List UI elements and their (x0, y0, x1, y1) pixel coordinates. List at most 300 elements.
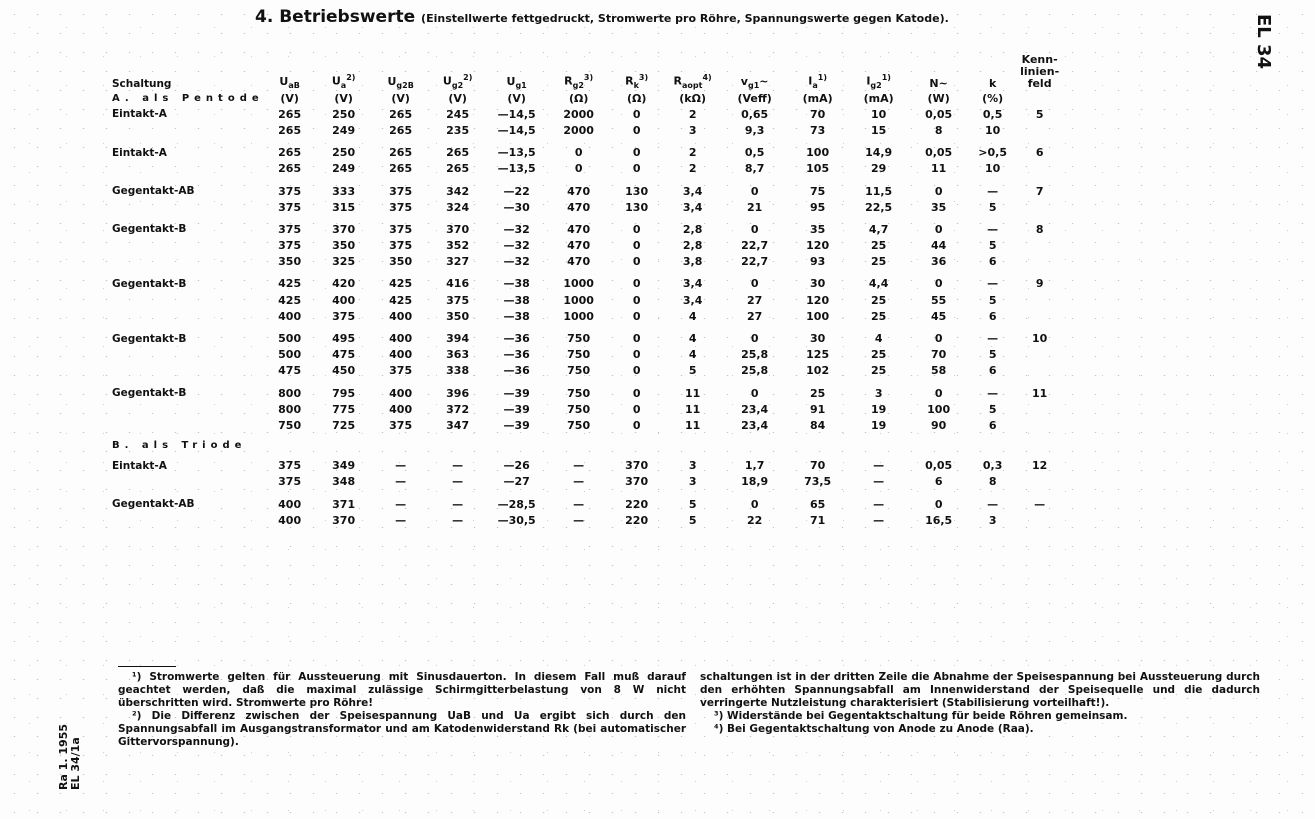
circuit-name (112, 292, 264, 308)
table-cell: 25,8 (741, 364, 769, 378)
table-row (112, 347, 1062, 363)
table-cell: 0 (632, 402, 641, 416)
table-cell: 4,4 (868, 277, 889, 291)
table-cell: 3 (688, 475, 697, 489)
table-row (112, 308, 1062, 324)
table-cell: 0 (632, 332, 641, 346)
table-cell: 5 (988, 200, 997, 214)
table-cell: 425 (278, 277, 302, 291)
circuit-name (112, 199, 264, 215)
table-cell: —32 (503, 222, 530, 236)
kennlinienfeld-cell (1018, 417, 1062, 433)
table-cell: 100 (806, 309, 830, 323)
table-cell: 375 (389, 239, 413, 253)
circuit-name (112, 254, 264, 270)
col-header-vg1: $v_{g1}\sim$ (740, 74, 769, 90)
table-cell: 0 (632, 239, 641, 253)
table-cell: 0 (934, 222, 943, 236)
table-cell: 22 (746, 513, 763, 527)
footnote-4: ⁴) Bei Gegentaktschaltung von Anode zu Anode (Raa). (714, 723, 1034, 735)
pentode-rows (112, 106, 1062, 433)
table-cell: 495 (332, 332, 356, 346)
circuit-name (112, 238, 264, 254)
table-cell: —32 (503, 255, 530, 269)
table-cell: 416 (446, 277, 470, 291)
table-cell: 120 (806, 239, 830, 253)
table-cell: 375 (278, 459, 302, 473)
table-cell: 349 (332, 459, 356, 473)
circuit-name: Gegentakt-B (112, 387, 187, 400)
table-cell: 315 (332, 200, 356, 214)
table-cell: 750 (567, 348, 591, 362)
table-cell: 0 (632, 386, 641, 400)
table-cell: 3,4 (682, 277, 703, 291)
table-cell: 450 (332, 364, 356, 378)
table-cell: 10 (984, 123, 1001, 137)
table-cell: 2,8 (682, 239, 703, 253)
table-cell: 4 (688, 332, 697, 346)
table-cell: 1000 (563, 277, 594, 291)
table-cell: 347 (446, 418, 470, 432)
document-reference (58, 724, 82, 790)
table-cell: 800 (278, 386, 302, 400)
table-cell: 36 (930, 255, 947, 269)
table-cell: 21 (746, 200, 763, 214)
table-cell: 425 (389, 277, 413, 291)
table-cell: 3 (688, 123, 697, 137)
unit: (mA) (802, 91, 833, 105)
table-cell: 25 (870, 348, 887, 362)
table-cell: — (573, 497, 585, 511)
table-cell: 795 (332, 386, 356, 400)
table-cell: 100 (927, 402, 951, 416)
header-row-labels (112, 54, 1062, 90)
table-row (112, 106, 1062, 122)
table-cell: 327 (446, 255, 470, 269)
col-header-n: N~ (929, 77, 948, 90)
table-cell: 0 (632, 255, 641, 269)
table-cell: 84 (809, 418, 826, 432)
table-cell: 375 (389, 200, 413, 214)
table-cell: 0 (750, 497, 759, 511)
table-cell: 750 (567, 402, 591, 416)
table-cell: 22,7 (741, 255, 769, 269)
table-cell: 45 (930, 309, 947, 323)
table-cell: 350 (278, 255, 302, 269)
kennlinienfeld-cell (1018, 292, 1062, 308)
kennlinienfeld-cell (1018, 254, 1062, 270)
table-cell: 375 (278, 475, 302, 489)
table-cell: 750 (567, 332, 591, 346)
table-cell: 265 (389, 107, 413, 121)
table-cell: 370 (625, 475, 649, 489)
table-cell: 400 (389, 348, 413, 362)
unit: (V) (280, 91, 299, 105)
table-cell: 8 (988, 475, 997, 489)
table-cell: 73,5 (804, 475, 832, 489)
table-cell: 342 (446, 184, 470, 198)
circuit-name: Gegentakt-AB (112, 498, 195, 511)
table-cell: 0 (632, 348, 641, 362)
table-cell: 470 (567, 255, 591, 269)
table-row (112, 379, 1062, 401)
col-header-raopt: $R_{aopt}^{4)}$ (673, 73, 712, 90)
table-cell: 73 (809, 123, 826, 137)
footnote-1: ¹) Stromwerte gelten für Aussteuerung mit Sinusdauerton. In diesem Fall muß darauf geachtet werden, daß die maximal zulässige Schirmgitterbelastung von 8 W nicht überschritten wird. Stromwerte pro Röhre! (118, 671, 686, 709)
table-cell: 265 (389, 146, 413, 160)
circuit-name (112, 401, 264, 417)
table-cell: 130 (625, 200, 649, 214)
kennlinienfeld-cell: 8 (1035, 222, 1044, 236)
table-cell: 18,9 (741, 475, 769, 489)
col-header-k: k (988, 77, 997, 90)
table-cell: 25 (870, 293, 887, 307)
kennlinienfeld-cell (1018, 512, 1062, 528)
table-cell: 750 (567, 386, 591, 400)
table-cell: 16,5 (925, 513, 953, 527)
table-cell: 0 (934, 497, 943, 511)
table-cell: 91 (809, 402, 826, 416)
table-cell: —28,5 (497, 497, 536, 511)
kennlinienfeld-cell: 6 (1035, 146, 1044, 160)
table-cell: 470 (567, 200, 591, 214)
unit: (Veff) (737, 91, 772, 105)
table-cell: — (987, 184, 999, 198)
unit: (mA) (863, 91, 894, 105)
table-cell: 500 (278, 332, 302, 346)
table-cell: 1000 (563, 293, 594, 307)
table-row (112, 458, 1062, 474)
table-cell: — (987, 222, 999, 236)
table-cell: 0 (632, 418, 641, 432)
table-cell: 23,4 (741, 418, 769, 432)
circuit-name: Gegentakt-B (112, 332, 187, 345)
table-row (112, 161, 1062, 177)
table-cell: 370 (625, 459, 649, 473)
unit (1018, 90, 1062, 106)
table-cell: — (573, 513, 585, 527)
table-cell: 25 (870, 239, 887, 253)
title-subtitle: (Einstellwerte fettgedruckt, Stromwerte pro Röhre, Spannungswerte gegen Katode). (421, 12, 949, 25)
table-cell: 8 (934, 123, 943, 137)
table-cell: >0,5 (978, 146, 1007, 160)
table-cell: — (395, 475, 407, 489)
table-cell: 35 (930, 200, 947, 214)
table-cell: 105 (806, 162, 830, 176)
circuit-name: Eintakt-A (112, 146, 167, 159)
table-cell: 265 (446, 146, 470, 160)
table-cell: 265 (278, 146, 302, 160)
table-cell: 70 (809, 459, 826, 473)
unit: (%) (982, 91, 1004, 105)
circuit-name: Gegentakt-B (112, 223, 187, 236)
table-cell: 27 (746, 309, 763, 323)
table-cell: 44 (930, 239, 947, 253)
table-cell: 0,5 (982, 107, 1003, 121)
kennlinienfeld-cell (1018, 238, 1062, 254)
table-cell: 95 (809, 200, 826, 214)
table-cell: 0 (750, 222, 759, 236)
table-cell: —14,5 (497, 123, 536, 137)
table-cell: 375 (278, 200, 302, 214)
footnote-2-continued: schaltungen ist in der dritten Zeile die Abnahme der Speisespannung bei Aussteuerung durch den erhöhten Spannungsabfall am Innenwiderstand der Speisequelle und die dadurch verringerte Nutzleistung charakterisiert (Stabilisierung vorteilhaft!). (700, 671, 1260, 709)
kennlinienfeld-cell (1018, 401, 1062, 417)
circuit-name (112, 308, 264, 324)
table-cell: 370 (446, 222, 470, 236)
table-cell: 425 (389, 293, 413, 307)
table-cell: 0 (632, 309, 641, 323)
table-cell: 0 (632, 107, 641, 121)
table-cell: 396 (446, 386, 470, 400)
table-cell: 352 (446, 239, 470, 253)
triode-section (112, 434, 1062, 458)
table-cell: 265 (278, 107, 302, 121)
circuit-name: Eintakt-A (112, 459, 167, 472)
col-header-rk: $R_k^{3)}$ (625, 73, 649, 90)
circuit-name (112, 417, 264, 433)
table-cell: 120 (806, 293, 830, 307)
table-cell: 2 (688, 107, 697, 121)
table-cell: 3,4 (682, 293, 703, 307)
table-cell: 102 (806, 364, 830, 378)
table-cell: 93 (809, 255, 826, 269)
table-cell: 71 (809, 513, 826, 527)
table-cell: — (452, 513, 464, 527)
table-cell: 25 (870, 364, 887, 378)
table-cell: 325 (332, 255, 356, 269)
table-cell: 3,8 (682, 255, 703, 269)
table-cell: — (873, 497, 885, 511)
kennlinienfeld-cell (1018, 308, 1062, 324)
table-cell: 235 (446, 123, 470, 137)
table-cell: 750 (567, 364, 591, 378)
table-cell: 425 (278, 293, 302, 307)
table-cell: 19 (870, 418, 887, 432)
table-row (112, 417, 1062, 433)
col-header-ug1: $U_{g1}$ (506, 74, 527, 90)
table-row (112, 363, 1062, 379)
section-a-label: A. als Pentode (112, 92, 264, 104)
table-cell: 3,4 (682, 184, 703, 198)
table-cell: 25,8 (741, 348, 769, 362)
unit: (W) (927, 91, 950, 105)
table-cell: —38 (503, 277, 530, 291)
kennlinienfeld-cell (1018, 199, 1062, 215)
circuit-name: Gegentakt-AB (112, 185, 195, 198)
table-cell: 5 (988, 293, 997, 307)
circuit-name (112, 363, 264, 379)
table-cell: 6 (934, 475, 943, 489)
circuit-name (112, 512, 264, 528)
kennlinienfeld-cell: 7 (1035, 184, 1044, 198)
table-cell: 0 (934, 277, 943, 291)
table-cell: 25 (870, 255, 887, 269)
table-cell: 125 (806, 348, 830, 362)
kennlinienfeld-cell (1018, 161, 1062, 177)
table-cell: 0 (632, 146, 641, 160)
table-cell: — (873, 459, 885, 473)
table-cell: 265 (446, 162, 470, 176)
table-cell: 500 (278, 348, 302, 362)
table-cell: — (452, 475, 464, 489)
table-cell: 249 (332, 162, 356, 176)
table-cell: —36 (503, 348, 530, 362)
table-cell: 265 (278, 162, 302, 176)
table-cell: 15 (870, 123, 887, 137)
kennlinienfeld-cell: 5 (1035, 107, 1044, 121)
col-header-kennlinienfeld: Kenn- linien- feld (1020, 53, 1060, 90)
col-header-ug2: $U_{g2}^{2)}$ (442, 73, 473, 90)
table-cell: 11 (684, 386, 701, 400)
table-cell: 22,7 (741, 239, 769, 253)
kennlinienfeld-cell (1018, 347, 1062, 363)
table-cell: 4,7 (868, 222, 889, 236)
table-row (112, 474, 1062, 490)
table-cell: 0,05 (925, 459, 953, 473)
kennlinienfeld-cell (1018, 474, 1062, 490)
table-cell: — (987, 332, 999, 346)
table-cell: 0,3 (982, 459, 1003, 473)
table-cell: 27 (746, 293, 763, 307)
table-cell: 0 (632, 277, 641, 291)
table-cell: 420 (332, 277, 356, 291)
table-cell: 0 (934, 184, 943, 198)
table-cell: 58 (930, 364, 947, 378)
kennlinienfeld-cell: — (1034, 497, 1046, 511)
table-row (112, 199, 1062, 215)
table-cell: —30 (503, 200, 530, 214)
table-row (112, 324, 1062, 346)
table-cell: — (452, 497, 464, 511)
table-cell: 375 (389, 418, 413, 432)
circuit-name: Eintakt-A (112, 108, 167, 121)
table-cell: 30 (809, 332, 826, 346)
doc-sheet: EL 34/1a (69, 737, 82, 790)
table-cell: — (395, 513, 407, 527)
table-cell: 265 (278, 123, 302, 137)
table-cell: 265 (389, 162, 413, 176)
col-header-schaltung: Schaltung (112, 78, 172, 90)
table-cell: —36 (503, 364, 530, 378)
table-cell: 3 (988, 513, 997, 527)
col-header-ua: $U_a^{2)}$ (331, 73, 356, 90)
table-cell: 375 (389, 184, 413, 198)
table-cell: 0,65 (741, 107, 769, 121)
table-cell: 19 (870, 402, 887, 416)
table-cell: 100 (806, 146, 830, 160)
kennlinienfeld-cell: 11 (1031, 386, 1048, 400)
table-cell: 65 (809, 497, 826, 511)
table-cell: 11 (684, 402, 701, 416)
operating-values-table (112, 54, 1062, 528)
table-cell: 400 (389, 386, 413, 400)
table-cell: 400 (389, 309, 413, 323)
page-title (255, 7, 949, 27)
title-main: 4. Betriebswerte (255, 7, 416, 27)
table-cell: 130 (625, 184, 649, 198)
table-cell: 4 (874, 332, 883, 346)
table-cell: 2,8 (682, 222, 703, 236)
table-cell: 3 (874, 386, 883, 400)
table-cell: 375 (446, 293, 470, 307)
table-cell: 475 (278, 364, 302, 378)
table-cell: — (573, 475, 585, 489)
table-cell: 90 (930, 418, 947, 432)
table-cell: 775 (332, 402, 356, 416)
table-cell: 2000 (563, 107, 594, 121)
col-header-rg2: $R_{g2}^{3)}$ (564, 73, 594, 90)
triode-rows (112, 458, 1062, 529)
table-cell: 0 (750, 184, 759, 198)
header-row-units (112, 90, 1062, 106)
table-row (112, 401, 1062, 417)
unit: (V) (334, 91, 353, 105)
table-cell: 1000 (563, 309, 594, 323)
table-cell: 0 (750, 332, 759, 346)
table-cell: —32 (503, 239, 530, 253)
table-cell: — (573, 459, 585, 473)
table-cell: 375 (389, 222, 413, 236)
circuit-name: Gegentakt-B (112, 277, 187, 290)
tube-type-tag: EL 34 (1253, 14, 1274, 70)
table-cell: 400 (332, 293, 356, 307)
footnote-2: ²) Die Differenz zwischen der Speisespannung UaB und Ua ergibt sich durch den Spannungsabfall im Ausgangstransformator und am Katodenwiderstand Rk (bei automatischer Gittervorspannung). (118, 710, 686, 748)
table-cell: 5 (988, 239, 997, 253)
table-cell: — (873, 475, 885, 489)
table-cell: 11 (684, 418, 701, 432)
table-cell: —39 (503, 402, 530, 416)
table-cell: 265 (389, 123, 413, 137)
table-cell: 10 (870, 107, 887, 121)
table-cell: 0 (632, 293, 641, 307)
table-cell: 370 (332, 513, 356, 527)
table-cell: —13,5 (497, 146, 536, 160)
kennlinienfeld-cell (1018, 363, 1062, 379)
footnotes-right (700, 671, 1260, 736)
table-cell: 22,5 (865, 200, 893, 214)
footnote-3: ³) Widerstände bei Gegentaktschaltung für beide Röhren gemeinsam. (714, 710, 1128, 722)
table-cell: 324 (446, 200, 470, 214)
table-cell: 0,5 (744, 146, 765, 160)
circuit-name (112, 474, 264, 490)
table-cell: 400 (278, 497, 302, 511)
section-b-label: B. als Triode (112, 440, 247, 452)
table-cell: 750 (567, 418, 591, 432)
table-cell: 0 (750, 277, 759, 291)
table-cell: —38 (503, 293, 530, 307)
kennlinienfeld-cell: 9 (1035, 277, 1044, 291)
circuit-name (112, 161, 264, 177)
table-cell: 8,7 (744, 162, 765, 176)
kennlinienfeld-cell: 12 (1031, 459, 1048, 473)
footnote-rule (118, 666, 176, 667)
table-cell: 25 (870, 309, 887, 323)
table-cell: 6 (988, 364, 997, 378)
circuit-name (112, 347, 264, 363)
table-cell: 0 (750, 386, 759, 400)
table-cell: — (395, 459, 407, 473)
table-cell: —39 (503, 386, 530, 400)
table-cell: 220 (625, 497, 649, 511)
kennlinienfeld-cell: 10 (1031, 332, 1048, 346)
table-cell: 220 (625, 513, 649, 527)
table-cell: 70 (809, 107, 826, 121)
table-cell: 400 (389, 332, 413, 346)
table-cell: 0 (934, 332, 943, 346)
table-cell: 375 (332, 309, 356, 323)
table-cell: 6 (988, 418, 997, 432)
table-cell: 400 (278, 309, 302, 323)
